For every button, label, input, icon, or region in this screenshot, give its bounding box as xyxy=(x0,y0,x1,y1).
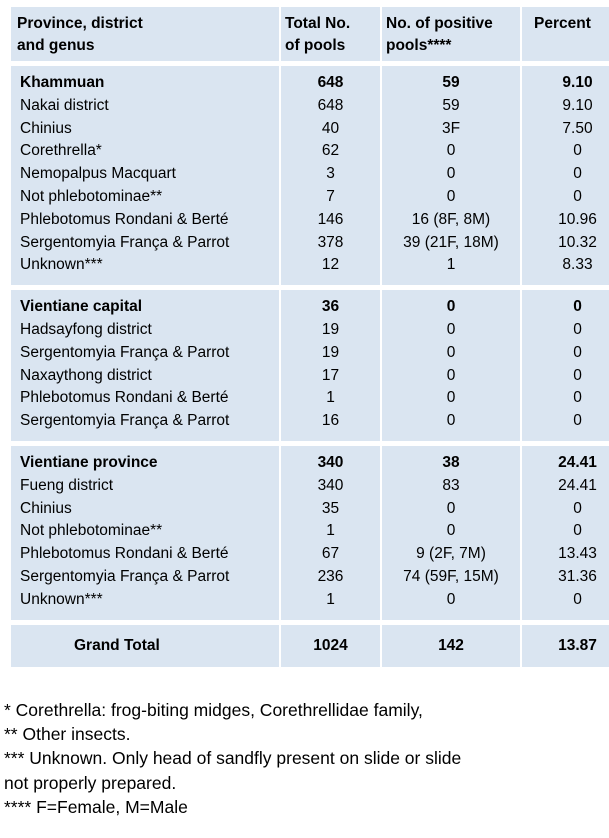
row-name: Corethrella* xyxy=(11,140,280,163)
header-positive-pools: No. of positive pools**** xyxy=(381,7,521,61)
row-positive: 0 xyxy=(381,387,521,410)
header-province-district-genus: Province, district and genus xyxy=(11,7,280,61)
row-name: Not phlebotominae** xyxy=(11,520,280,543)
footnotes xyxy=(4,698,461,819)
row-total: 19 xyxy=(280,342,381,365)
row-name: Hadsayfong district xyxy=(11,319,280,342)
row-positive: 0 xyxy=(381,365,521,388)
row-percent: 24.41 xyxy=(521,446,609,475)
row-name: Unknown*** xyxy=(11,589,280,620)
row-positive: 0 xyxy=(381,410,521,441)
row-percent: 0 xyxy=(521,140,609,163)
row-percent: 9.10 xyxy=(521,66,609,95)
row-total: 3 xyxy=(280,163,381,186)
row-name: Fueng district xyxy=(11,475,280,498)
row-total: 62 xyxy=(280,140,381,163)
row-positive: 9 (2F, 7M) xyxy=(381,543,521,566)
table-row xyxy=(11,387,609,410)
row-name: Nemopalpus Macquart xyxy=(11,163,280,186)
row-percent: 0 xyxy=(521,365,609,388)
grand-total-label: Grand Total xyxy=(11,625,280,668)
row-percent: 0 xyxy=(521,520,609,543)
row-total: 378 xyxy=(280,232,381,255)
header-total-pools: Total No. of pools xyxy=(280,7,381,61)
grand-total-percent: 13.87 xyxy=(521,625,609,668)
row-total: 40 xyxy=(280,118,381,141)
row-percent: 31.36 xyxy=(521,566,609,589)
row-percent: 0 xyxy=(521,410,609,441)
row-name: Chinius xyxy=(11,118,280,141)
row-percent: 10.96 xyxy=(521,209,609,232)
row-percent: 0 xyxy=(521,387,609,410)
row-positive: 0 xyxy=(381,589,521,620)
row-positive: 0 xyxy=(381,186,521,209)
row-name: Chinius xyxy=(11,498,280,521)
row-positive: 1 xyxy=(381,254,521,285)
row-positive: 0 xyxy=(381,319,521,342)
row-name: Khammuan xyxy=(11,66,280,95)
footnote: not properly prepared. xyxy=(4,772,177,793)
table-row xyxy=(11,589,609,620)
row-percent: 0 xyxy=(521,498,609,521)
table-row xyxy=(11,118,609,141)
row-positive: 38 xyxy=(381,446,521,475)
table-row xyxy=(11,446,609,475)
row-positive: 0 xyxy=(381,140,521,163)
row-name: Sergentomyia França & Parrot xyxy=(11,232,280,255)
table-row xyxy=(11,498,609,521)
row-total: 1 xyxy=(280,589,381,620)
table-row xyxy=(11,319,609,342)
row-percent: 13.43 xyxy=(521,543,609,566)
table-row xyxy=(11,254,609,285)
table-header-row xyxy=(11,7,609,61)
row-positive: 59 xyxy=(381,66,521,95)
row-percent: 8.33 xyxy=(521,254,609,285)
footnote: **** F=Female, M=Male xyxy=(4,796,188,817)
row-positive: 0 xyxy=(381,163,521,186)
row-total: 648 xyxy=(280,66,381,95)
row-total: 16 xyxy=(280,410,381,441)
row-name: Naxaythong district xyxy=(11,365,280,388)
row-name: Nakai district xyxy=(11,95,280,118)
row-total: 340 xyxy=(280,475,381,498)
row-percent: 0 xyxy=(521,186,609,209)
row-positive: 0 xyxy=(381,498,521,521)
row-total: 236 xyxy=(280,566,381,589)
row-positive: 39 (21F, 18M) xyxy=(381,232,521,255)
table-row xyxy=(11,95,609,118)
row-name: Phlebotomus Rondani & Berté xyxy=(11,209,280,232)
table-row xyxy=(11,475,609,498)
row-total: 648 xyxy=(280,95,381,118)
table-row xyxy=(11,66,609,95)
table-row xyxy=(11,290,609,319)
table-row xyxy=(11,410,609,441)
row-positive: 83 xyxy=(381,475,521,498)
row-percent: 24.41 xyxy=(521,475,609,498)
row-name: Not phlebotominae** xyxy=(11,186,280,209)
row-percent: 0 xyxy=(521,589,609,620)
header-percent: Percent xyxy=(521,7,609,61)
row-total: 12 xyxy=(280,254,381,285)
row-name: Vientiane province xyxy=(11,446,280,475)
row-positive: 59 xyxy=(381,95,521,118)
row-total: 1 xyxy=(280,520,381,543)
table-row xyxy=(11,163,609,186)
row-name: Phlebotomus Rondani & Berté xyxy=(11,387,280,410)
row-percent: 0 xyxy=(521,342,609,365)
row-name: Sergentomyia França & Parrot xyxy=(11,410,280,441)
row-positive: 0 xyxy=(381,342,521,365)
row-total: 19 xyxy=(280,319,381,342)
row-percent: 7.50 xyxy=(521,118,609,141)
footnote: ** Other insects. xyxy=(4,724,131,745)
row-positive: 3F xyxy=(381,118,521,141)
footnote: *** Unknown. Only head of sandfly present on slide or slide xyxy=(4,748,462,769)
row-total: 7 xyxy=(280,186,381,209)
row-name: Phlebotomus Rondani & Berté xyxy=(11,543,280,566)
grand-total-row xyxy=(11,625,609,668)
table-row xyxy=(11,365,609,388)
row-percent: 10.32 xyxy=(521,232,609,255)
table-row xyxy=(11,520,609,543)
row-positive: 0 xyxy=(381,290,521,319)
row-name: Sergentomyia França & Parrot xyxy=(11,566,280,589)
grand-total-pools: 1024 xyxy=(280,625,381,668)
row-percent: 0 xyxy=(521,163,609,186)
row-total: 1 xyxy=(280,387,381,410)
table-row xyxy=(11,232,609,255)
grand-total-positive: 142 xyxy=(381,625,521,668)
row-percent: 9.10 xyxy=(521,95,609,118)
footnote: * Corethrella: frog-biting midges, Corethrellidae family, xyxy=(4,700,423,720)
data-table xyxy=(11,7,609,667)
row-percent: 0 xyxy=(521,290,609,319)
table-row xyxy=(11,140,609,163)
table-row xyxy=(11,186,609,209)
table-row xyxy=(11,566,609,589)
row-name: Sergentomyia França & Parrot xyxy=(11,342,280,365)
row-total: 146 xyxy=(280,209,381,232)
table-row xyxy=(11,209,609,232)
row-percent: 0 xyxy=(521,319,609,342)
row-total: 67 xyxy=(280,543,381,566)
row-total: 17 xyxy=(280,365,381,388)
table-row xyxy=(11,342,609,365)
row-positive: 16 (8F, 8M) xyxy=(381,209,521,232)
row-total: 340 xyxy=(280,446,381,475)
row-positive: 74 (59F, 15M) xyxy=(381,566,521,589)
row-positive: 0 xyxy=(381,520,521,543)
row-name: Unknown*** xyxy=(11,254,280,285)
row-total: 36 xyxy=(280,290,381,319)
table-row xyxy=(11,543,609,566)
row-name: Vientiane capital xyxy=(11,290,280,319)
row-total: 35 xyxy=(280,498,381,521)
